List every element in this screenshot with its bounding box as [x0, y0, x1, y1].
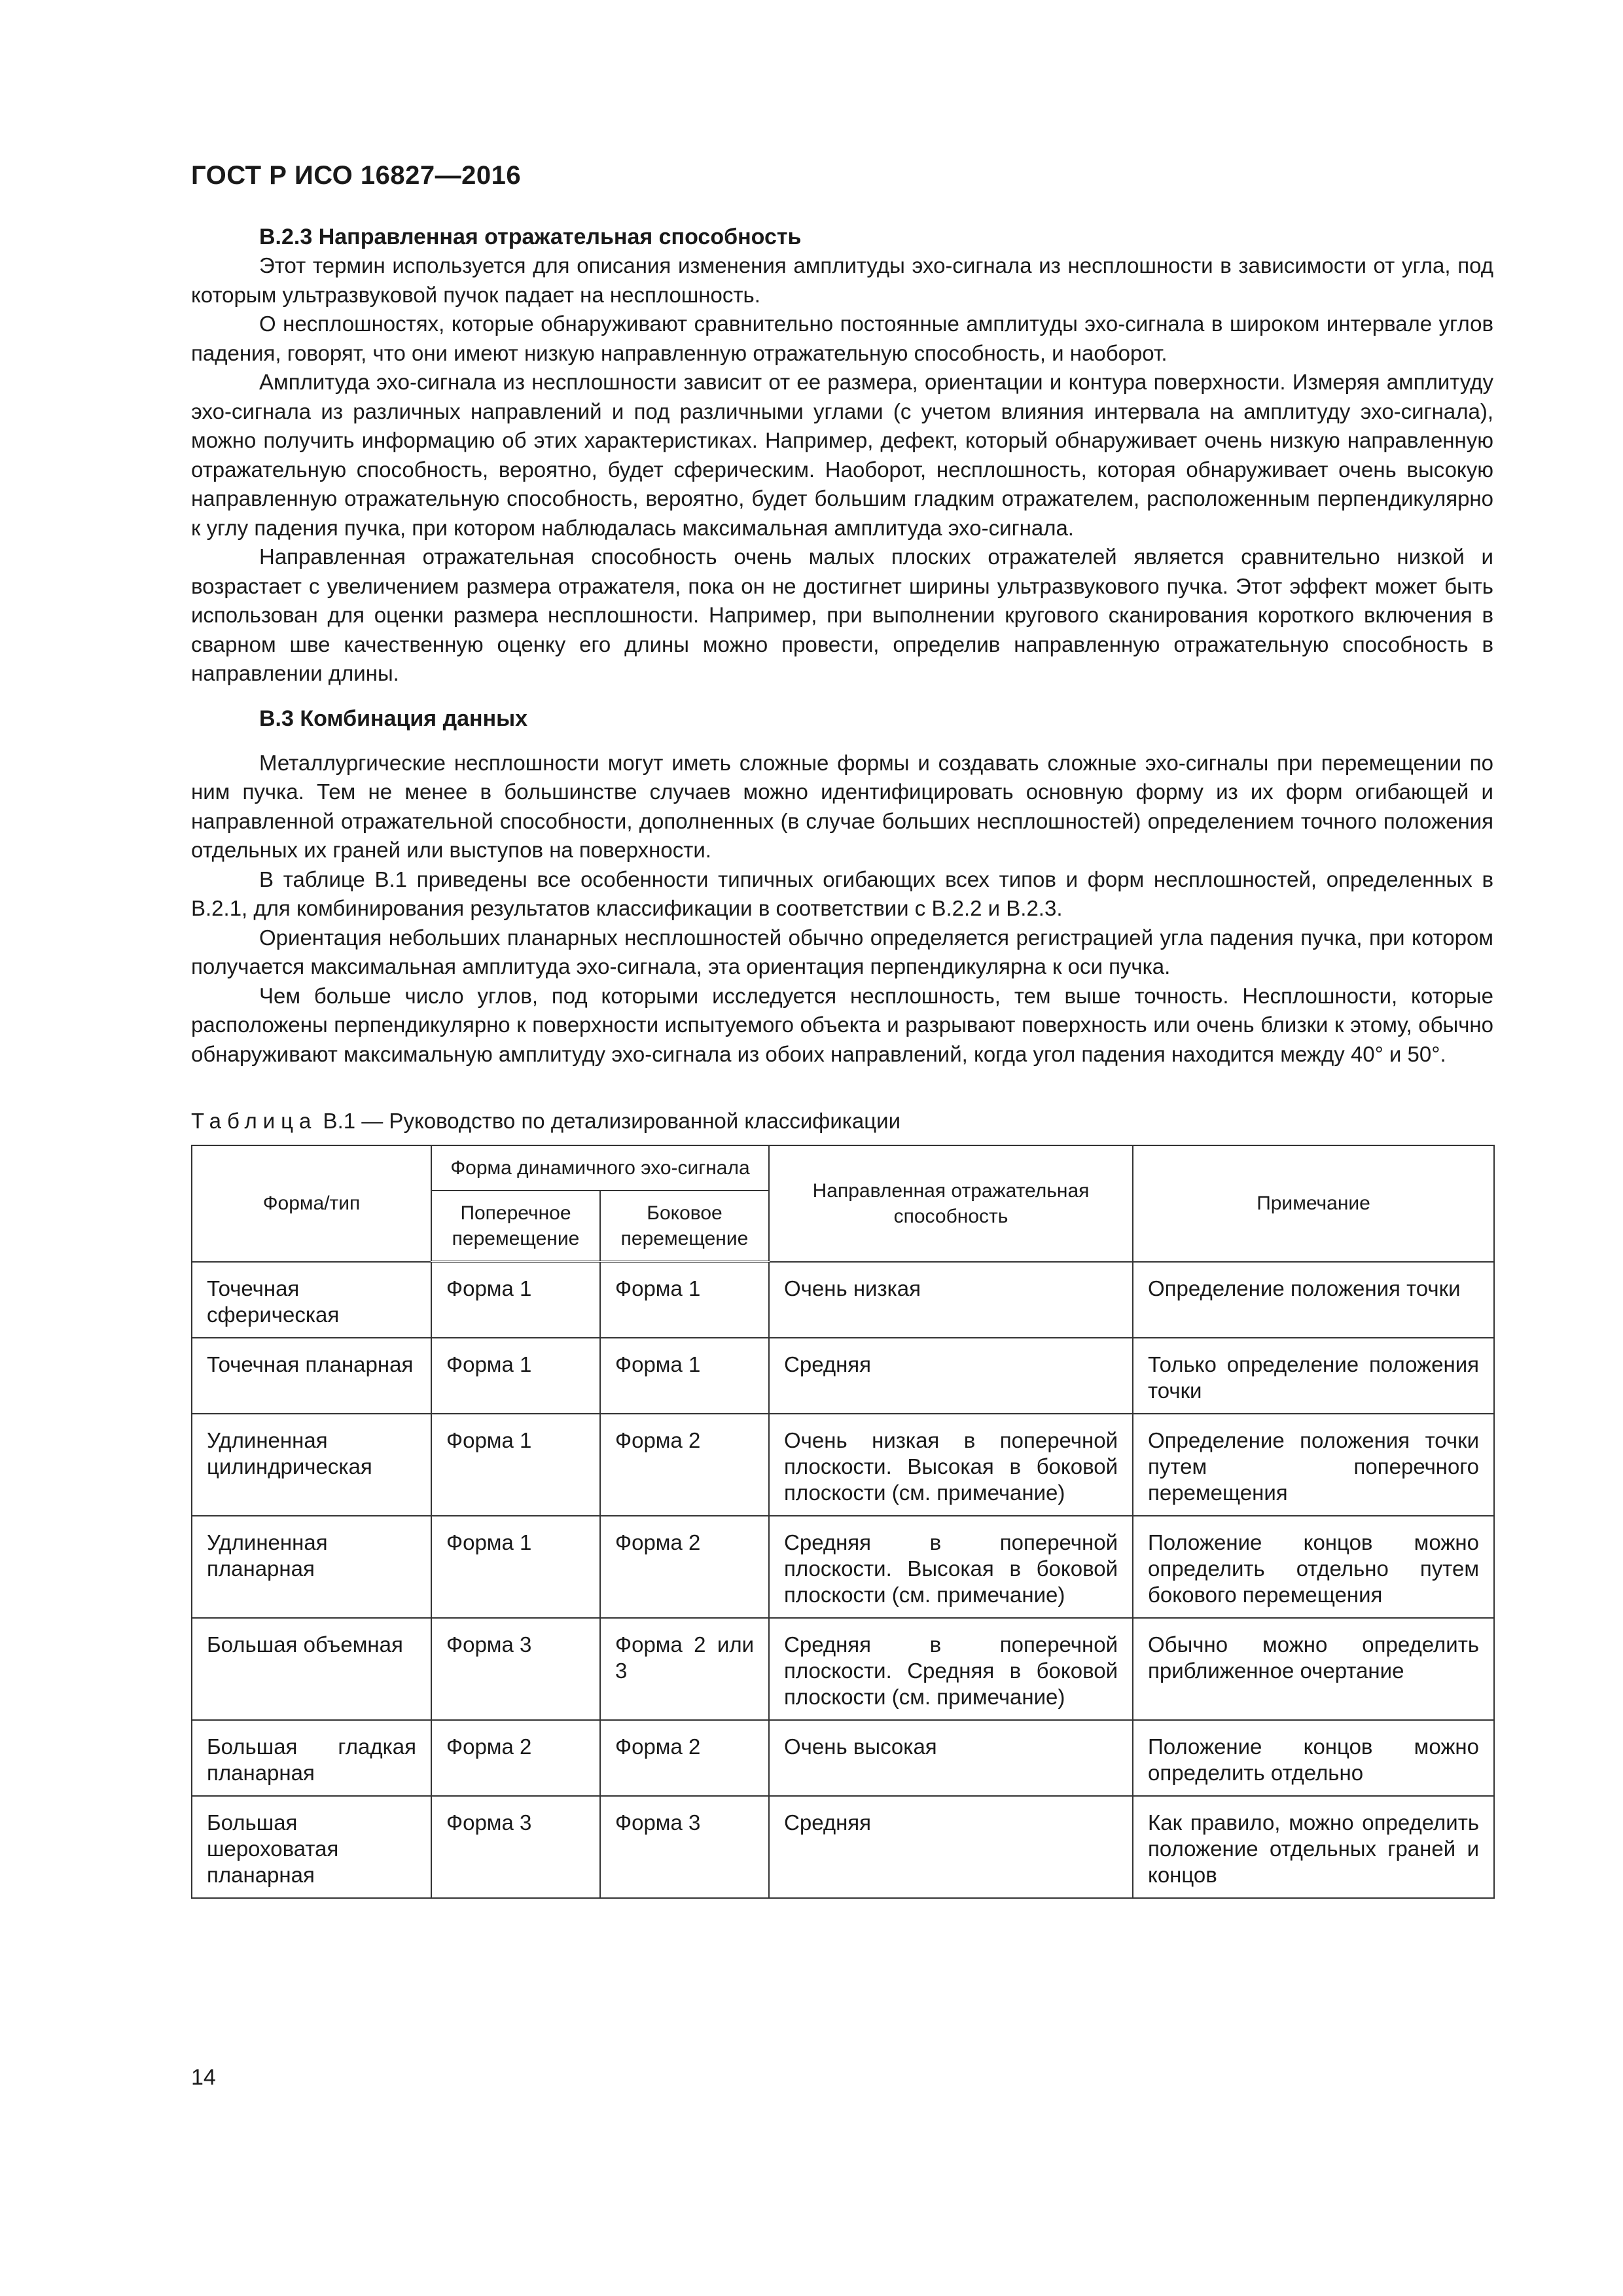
- cell-directivity: Очень высокая: [769, 1720, 1133, 1796]
- b3-paragraph-2: В таблице В.1 приведены все особенности типичных огибающих всех типов и форм несплошностей, определенных в В.2.1, для комбинирования результатов классификации в соответствии с В.2.2 и В.2.3.: [191, 867, 1493, 920]
- cell-lateral: Форма 2 или 3: [600, 1618, 769, 1720]
- cell-form-type: Удлиненная планарная: [192, 1516, 431, 1618]
- table-caption: [191, 1107, 1493, 1136]
- section-b3-title: В.3 Комбинация данных: [259, 706, 528, 731]
- cell-note: Как правило, можно определить положение отдельных граней и концов: [1133, 1796, 1494, 1898]
- cell-transverse: Форма 3: [431, 1796, 600, 1898]
- table-row: [192, 1414, 1494, 1516]
- cell-form-type: Точечная планарная: [192, 1338, 431, 1414]
- cell-lateral: Форма 2: [600, 1720, 769, 1796]
- header-lateral: Боковое перемещение: [600, 1191, 769, 1262]
- table-row: [192, 1618, 1494, 1720]
- cell-directivity: Очень низкая в поперечной плоскости. Высокая в боковой плоскости (см. примечание): [769, 1414, 1133, 1516]
- header-transverse: Поперечное перемещение: [431, 1191, 600, 1262]
- b23-paragraph-4: Направленная отражательная способность очень малых плоских отражателей является сравнительно низкой и возрастает с увеличением размера отражателя, пока он не достигнет ширины ультразвукового пучка. Этот эффект может быть использован для оценки размера несплошности. Например, при выполнении кругового сканирования короткого включения в сварном шве качественную оценку его длины можно провести, определив направленную отражательную способность в направлении длины.: [191, 545, 1493, 685]
- page-number: 14: [191, 2065, 216, 2090]
- header-note: Примечание: [1133, 1145, 1494, 1262]
- b23-paragraph-1: Этот термин используется для описания изменения амплитуды эхо-сигнала из несплошности в зависимости от угла, под которым ультразвуковой пучок падает на несплошность.: [191, 253, 1493, 307]
- cell-transverse: Форма 1: [431, 1262, 600, 1338]
- table-row: [192, 1338, 1494, 1414]
- classification-table: [191, 1145, 1495, 1899]
- cell-note: Положение концов можно определить отдельно путем бокового перемещения: [1133, 1516, 1494, 1618]
- table-row: [192, 1516, 1494, 1618]
- b23-paragraph-3: Амплитуда эхо-сигнала из несплошности зависит от ее размера, ориентации и контура поверхности. Измеряя амплитуду эхо-сигнала из различных направлений и под различными углами (с учетом влияния интервала на амплитуду эхо-сигнала), можно получить информацию об этих характеристиках. Например, дефект, который обнаруживает очень низкую направленную отражательную способность, вероятно, будет сферическим. Наоборот, несплошность, которая обнаруживает очень высокую направленную отражательную способность, вероятно, будет большим гладким отражателем, расположенным перпендикулярно к углу падения пучка, при котором наблюдалась максимальная амплитуда эхо-сигнала.: [191, 370, 1493, 540]
- table-caption-title: В.1 — Руководство по детализированной классификации: [317, 1109, 901, 1133]
- cell-lateral: Форма 1: [600, 1262, 769, 1338]
- header-form-type: Форма/тип: [192, 1145, 431, 1262]
- document-body: [191, 223, 1493, 1899]
- header-dynamic-form: Форма динамичного эхо-сигнала: [431, 1145, 769, 1191]
- b23-paragraph-2: О несплошностях, которые обнаруживают сравнительно постоянные амплитуды эхо-сигнала в широком интервале углов падения, говорят, что они имеют низкую направленную отражательную способность, и наоборот.: [191, 312, 1493, 365]
- table-row: [192, 1796, 1494, 1898]
- cell-note: Определение положения точки путем поперечного перемещения: [1133, 1414, 1494, 1516]
- cell-directivity: Средняя: [769, 1338, 1133, 1414]
- b3-paragraph-3: Ориентация небольших планарных несплошностей обычно определяется регистрацией угла падения пучка, при котором получается максимальная амплитуда эхо-сигнала, эта ориентация перпендикулярна к оси пучка.: [191, 925, 1493, 978]
- cell-lateral: Форма 1: [600, 1338, 769, 1414]
- cell-note: Определение положения точки: [1133, 1262, 1494, 1338]
- cell-lateral: Форма 2: [600, 1516, 769, 1618]
- cell-transverse: Форма 3: [431, 1618, 600, 1720]
- cell-form-type: Точечная сферическая: [192, 1262, 431, 1338]
- b3-paragraph-4: Чем больше число углов, под которыми исследуется несплошность, тем выше точность. Несплошности, которые расположены перпендикулярно к поверхности испытуемого объекта и разрывают поверхность или очень близки к этому, обычно обнаруживают максимальную амплитуду эхо-сигнала из обоих направлений, когда угол падения находится между 40° и 50°.: [191, 983, 1493, 1066]
- header-directivity: Направленная отражательная способность: [769, 1145, 1133, 1262]
- cell-lateral: Форма 3: [600, 1796, 769, 1898]
- cell-form-type: Большая шероховатая планарная: [192, 1796, 431, 1898]
- cell-note: Обычно можно определить приближенное очертание: [1133, 1618, 1494, 1720]
- cell-transverse: Форма 1: [431, 1338, 600, 1414]
- cell-note: Положение концов можно определить отдельно: [1133, 1720, 1494, 1796]
- cell-form-type: Удлиненная цилиндрическая: [192, 1414, 431, 1516]
- b3-paragraph-1: Металлургические несплошности могут иметь сложные формы и создавать сложные эхо-сигналы при перемещении по ним пучка. Тем не менее в большинстве случаев можно идентифицировать основную форму из их форм огибающей и направленной отражательной способности, дополненных (в случае больших несплошностей) определением точного положения отдельных их граней или выступов на поверхности.: [191, 750, 1493, 862]
- cell-transverse: Форма 2: [431, 1720, 600, 1796]
- cell-transverse: Форма 1: [431, 1516, 600, 1618]
- cell-form-type: Большая объемная: [192, 1618, 431, 1720]
- cell-note: Только определение положения точки: [1133, 1338, 1494, 1414]
- page-header: ГОСТ Р ИСО 16827—2016: [191, 161, 522, 190]
- cell-directivity: Очень низкая: [769, 1262, 1133, 1338]
- cell-directivity: Средняя: [769, 1796, 1133, 1898]
- cell-form-type: Большая гладкая планарная: [192, 1720, 431, 1796]
- table-row: [192, 1262, 1494, 1338]
- cell-directivity: Средняя в поперечной плоскости. Средняя в боковой плоскости (см. примечание): [769, 1618, 1133, 1720]
- cell-directivity: Средняя в поперечной плоскости. Высокая в боковой плоскости (см. примечание): [769, 1516, 1133, 1618]
- cell-transverse: Форма 1: [431, 1414, 600, 1516]
- table-row: [192, 1720, 1494, 1796]
- table-caption-prefix: Таблица: [191, 1109, 317, 1133]
- section-b23-title: В.2.3 Направленная отражательная способность: [259, 224, 802, 249]
- cell-lateral: Форма 2: [600, 1414, 769, 1516]
